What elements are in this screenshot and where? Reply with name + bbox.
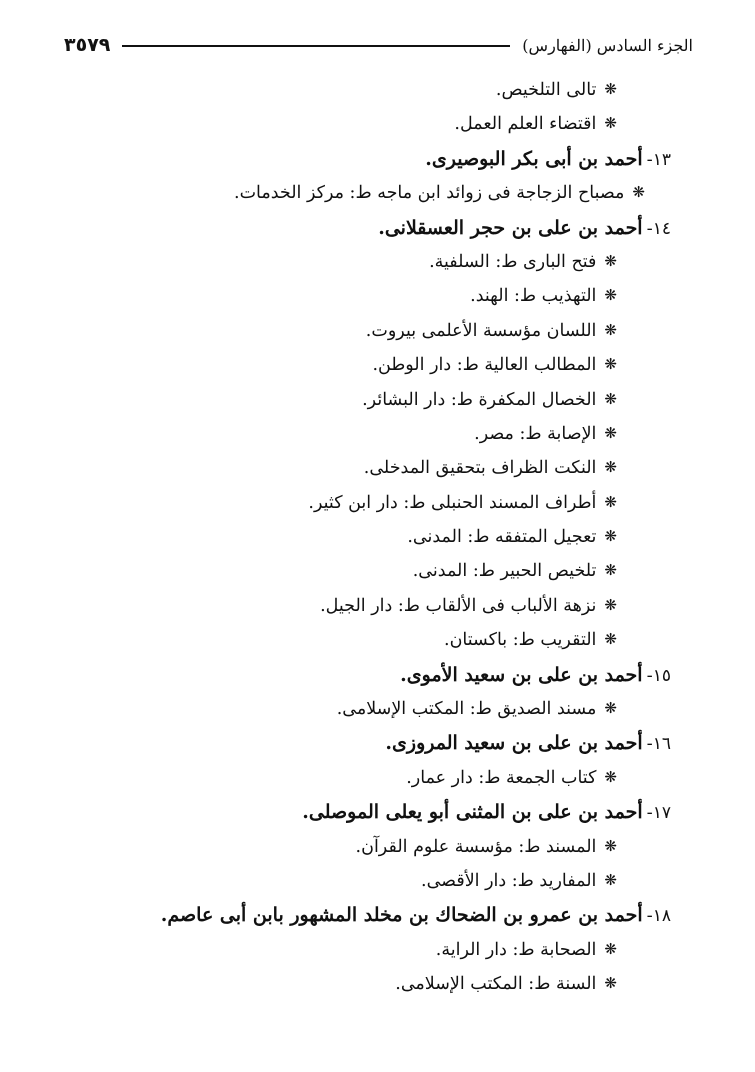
- book-entry: [40, 864, 671, 898]
- book-entry: [40, 933, 671, 967]
- entry-number: ١٧-: [646, 803, 671, 824]
- book-title: السنة ط: المكتب الإسلامى.: [395, 974, 597, 995]
- bullet-icon: ❋: [604, 595, 617, 614]
- bullet-icon: ❋: [604, 355, 617, 374]
- book-entry: [40, 73, 671, 107]
- book-entry: [40, 107, 671, 141]
- author-name: أحمد بن على بن سعيد المروزى.: [385, 732, 643, 755]
- book-entry: [40, 486, 671, 520]
- book-title: الصحابة ط: دار الراية.: [435, 939, 597, 960]
- book-title: المفاريد ط: دار الأقصى.: [421, 870, 597, 891]
- bullet-icon: ❋: [604, 699, 617, 718]
- book-entry: [40, 348, 671, 382]
- running-title: الجزء السادس (الفهارس): [522, 35, 693, 55]
- author-heading: [40, 211, 671, 245]
- author-heading: [40, 658, 671, 692]
- bullet-icon: ❋: [604, 251, 617, 270]
- author-heading: [40, 898, 671, 932]
- book-entry: [40, 383, 671, 417]
- book-title: التهذيب ط: الهند.: [470, 286, 597, 307]
- entry-number: ١٤-: [646, 218, 671, 239]
- book-entry: [40, 245, 671, 279]
- book-entry: [40, 623, 671, 657]
- bullet-icon: ❋: [604, 286, 617, 305]
- index-list: [40, 73, 671, 1002]
- book-title: الخصال المكفرة ط: دار البشائر.: [362, 389, 597, 410]
- book-entry: [40, 967, 671, 1001]
- entry-number: ١٨-: [646, 906, 671, 927]
- bullet-icon: ❋: [604, 974, 617, 993]
- book-title: نزهة الألباب فى الألقاب ط: دار الجيل.: [320, 595, 597, 616]
- bullet-icon: ❋: [604, 561, 617, 580]
- book-title: اللسان مؤسسة الأعلمى بيروت.: [365, 320, 597, 341]
- book-title: فتح البارى ط: السلفية.: [429, 251, 597, 272]
- book-title: مصباح الزجاجة فى زوائد ابن ماجه ط: مركز الخدمات.: [234, 183, 625, 204]
- book-entry: [40, 520, 671, 554]
- page-number: ٣٥٧٩: [64, 34, 111, 56]
- book-title: التقريب ط: باكستان.: [444, 630, 597, 651]
- book-title: كتاب الجمعة ط: دار عمار.: [406, 767, 597, 788]
- entry-number: ١٦-: [646, 734, 671, 755]
- bullet-icon: ❋: [604, 630, 617, 649]
- bullet-icon: ❋: [604, 80, 617, 98]
- entry-number: ١٥-: [646, 665, 671, 686]
- book-title: تلخيص الحبير ط: المدنى.: [412, 561, 597, 582]
- book-title: المسند ط: مؤسسة علوم القرآن.: [355, 836, 597, 857]
- book-entry: [40, 279, 671, 313]
- author-heading: [40, 726, 671, 760]
- entry-number: ١٣-: [646, 149, 671, 170]
- author-name: أحمد بن على بن سعيد الأموى.: [400, 663, 643, 686]
- bullet-icon: ❋: [604, 836, 617, 855]
- author-name: أحمد بن على بن المثنى أبو يعلى الموصلى.: [302, 801, 643, 824]
- author-heading: [40, 142, 671, 176]
- author-name: أحمد بن أبى بكر البوصيرى.: [425, 147, 643, 170]
- book-entry: [40, 554, 671, 588]
- book-title: مسند الصديق ط: المكتب الإسلامى.: [336, 699, 597, 720]
- book-entry: [40, 314, 671, 348]
- book-entry: [40, 176, 671, 210]
- book-title: أطراف المسند الحنبلى ط: دار ابن كثير.: [308, 492, 597, 513]
- header-rule: [122, 45, 510, 47]
- book-title: الإصابة ط: مصر.: [474, 423, 597, 444]
- bullet-icon: ❋: [604, 389, 617, 408]
- author-name: أحمد بن عمرو بن الضحاك بن مخلد المشهور بابن أبى عاصم.: [160, 904, 643, 927]
- bullet-icon: ❋: [604, 320, 617, 339]
- author-heading: [40, 795, 671, 829]
- page-header: [64, 30, 693, 60]
- book-entry: [40, 692, 671, 726]
- bullet-icon: ❋: [632, 183, 645, 202]
- bullet-icon: ❋: [604, 870, 617, 889]
- bullet-icon: ❋: [604, 939, 617, 958]
- bullet-icon: ❋: [604, 492, 617, 511]
- book-entry: [40, 451, 671, 485]
- book-title: تعجيل المتفقه ط: المدنى.: [407, 527, 597, 548]
- bullet-icon: ❋: [604, 458, 617, 477]
- bullet-icon: ❋: [604, 527, 617, 546]
- book-title: تالى التلخيص.: [495, 80, 597, 100]
- book-entry: [40, 589, 671, 623]
- bullet-icon: ❋: [604, 767, 617, 786]
- book-title: النكت الظراف بتحقيق المدخلى.: [363, 458, 597, 479]
- book-title: المطالب العالية ط: دار الوطن.: [372, 355, 597, 376]
- book-entry: [40, 830, 671, 864]
- book-title: اقتضاء العلم العمل.: [454, 114, 597, 135]
- author-name: أحمد بن على بن حجر العسقلانى.: [378, 216, 643, 239]
- bullet-icon: ❋: [604, 423, 617, 442]
- book-entry: [40, 417, 671, 451]
- book-entry: [40, 761, 671, 795]
- bullet-icon: ❋: [604, 114, 617, 133]
